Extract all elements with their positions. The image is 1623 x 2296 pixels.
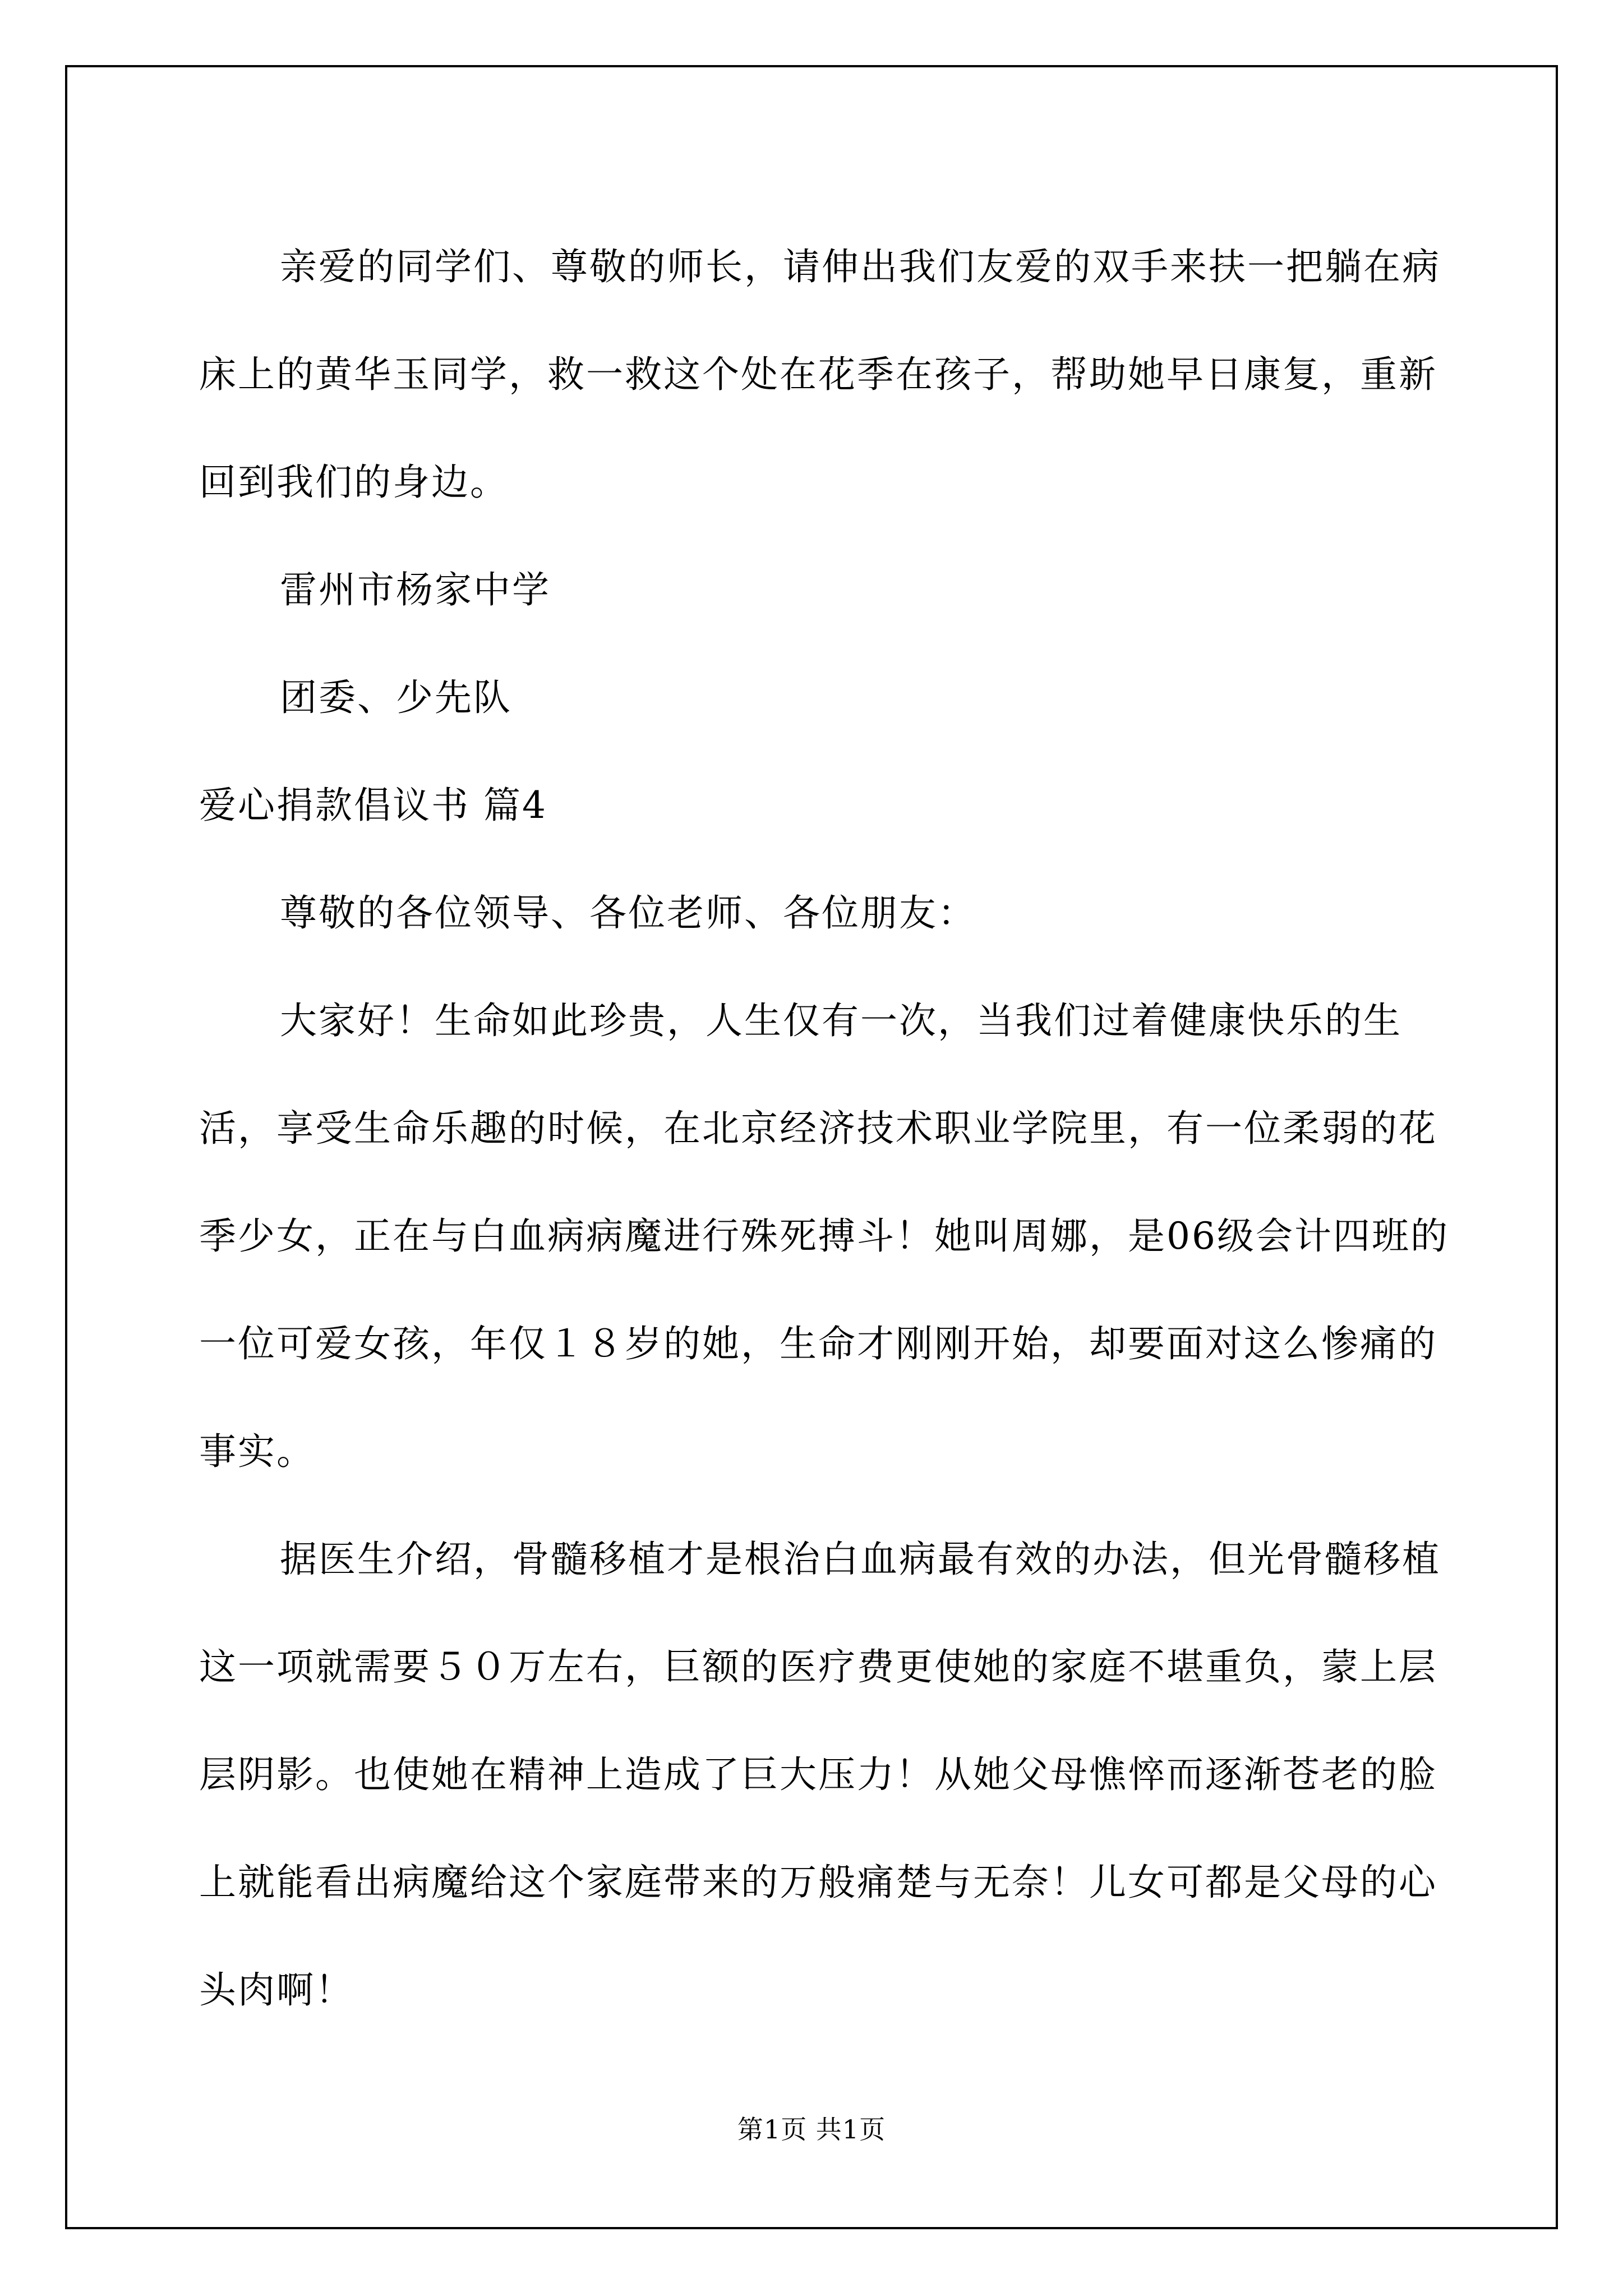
paragraph-medical-cost: 据医生介绍，骨髓移植才是根治白血病最有效的办法，但光骨髓移植这一项就需要５０万左右，巨额的医疗费更使她的家庭不堪重负，蒙上层层阴影。也使她在精神上造成了巨大压力！从她父母憔悴而逐渐苍老的脸上就能看出病魔给这个家庭带来的万般痛楚与无奈！儿女可都是父母的心头肉啊！: [199, 1538, 1441, 2012]
paragraph-salutation: 尊敬的各位领导、各位老师、各位朋友：: [280, 891, 976, 935]
page-footer: 第1页 共1页: [737, 2114, 886, 2145]
paragraph-school-name: 雷州市杨家中学: [280, 568, 551, 611]
paragraph-organization: 团委、少先队: [280, 676, 512, 719]
section-heading: 爱心捐款倡议书 篇4: [199, 784, 547, 827]
document-body: [199, 213, 1450, 2044]
paragraph-story: 大家好！生命如此珍贵，人生仅有一次，当我们过着健康快乐的生活，享受生命乐趣的时候，在北京经济技术职业学院里，有一位柔弱的花季少女，正在与白血病病魔进行殊死搏斗！她叫周娜，是06级会计四班的一位可爱女孩，年仅１８岁的她，生命才刚刚开始，却要面对这么惨痛的事实。: [199, 999, 1449, 1473]
paragraph-appeal: 亲爱的同学们、尊敬的师长，请伸出我们友爱的双手来扶一把躺在病床上的黄华玉同学，救一救这个处在花季在孩子，帮助她早日康复，重新回到我们的身边。: [199, 245, 1441, 504]
